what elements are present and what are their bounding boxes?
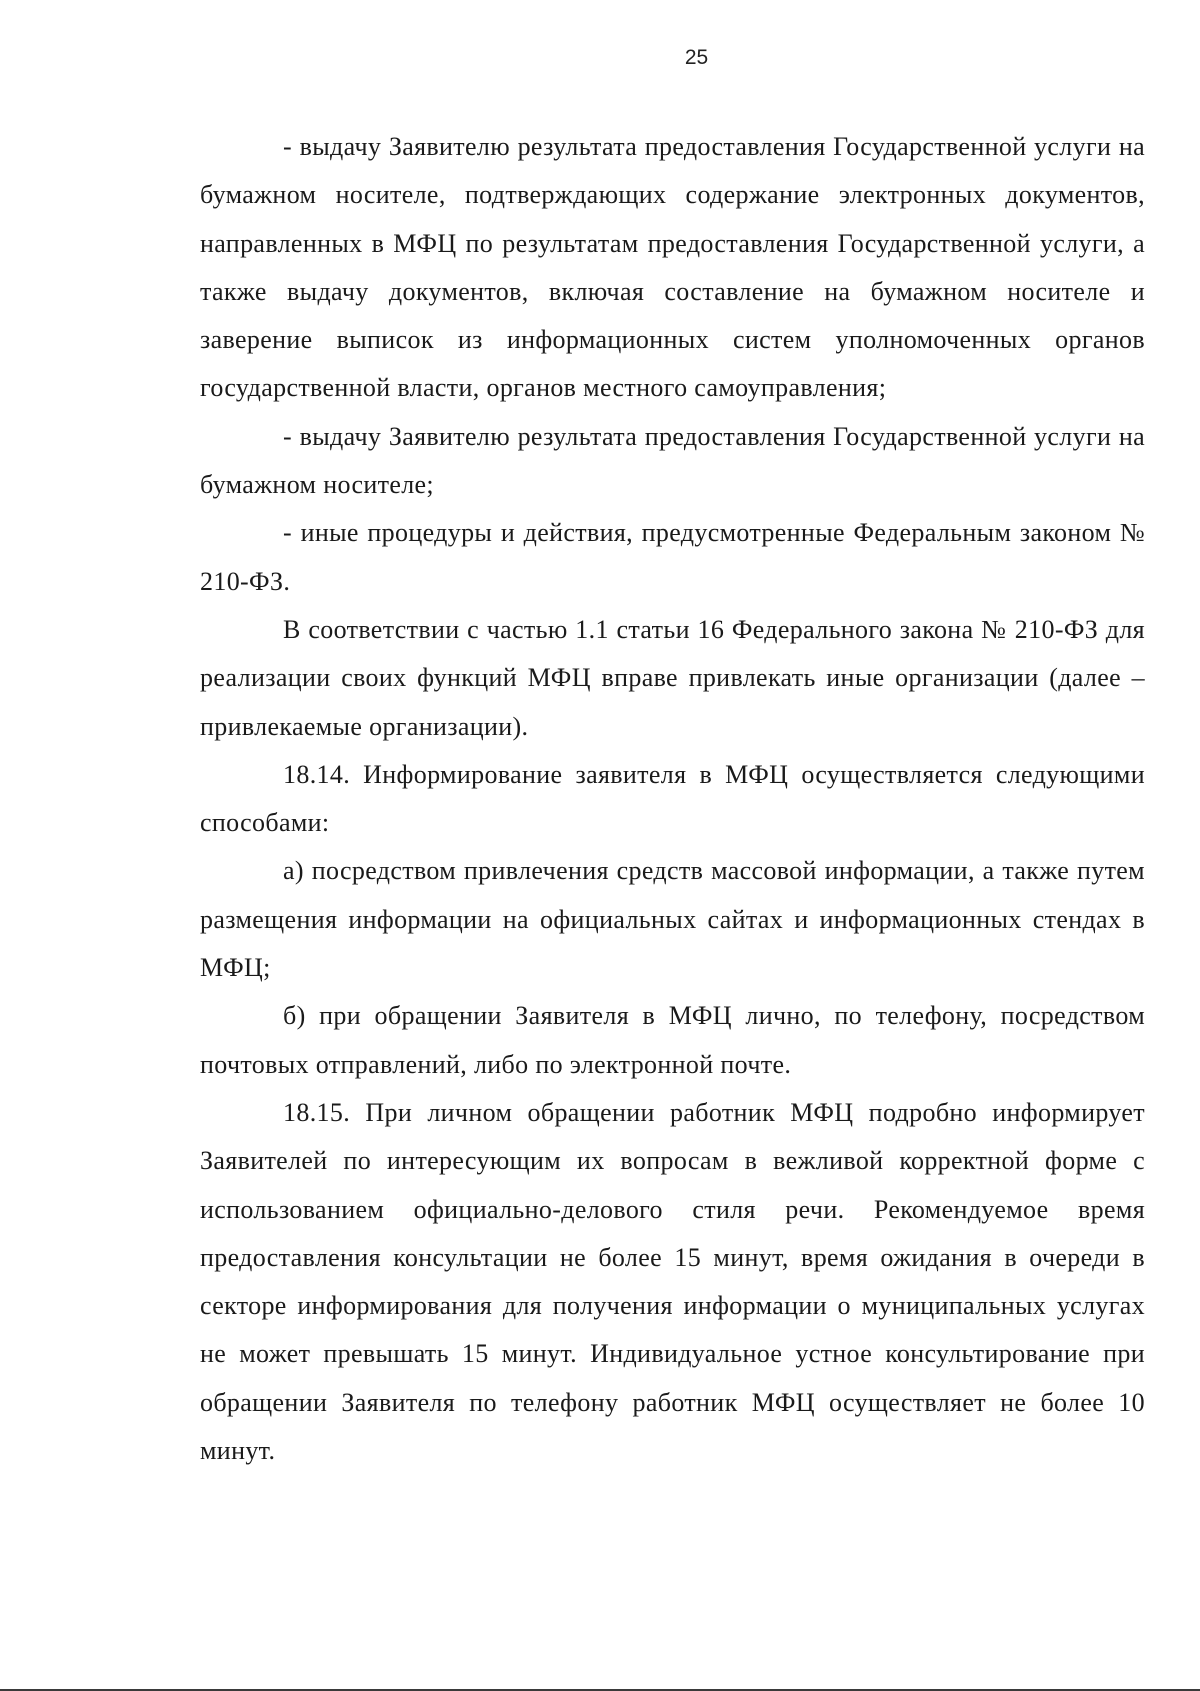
paragraph-involved-organizations: В соответствии с частью 1.1 статьи 16 Федерального закона № 210-ФЗ для реализации своих функций МФЦ вправе привлекать иные организации (далее – привлекаемые организации).: [200, 614, 1145, 741]
page-number: [0, 46, 1200, 70]
paragraph-18-15: 18.15. При личном обращении работник МФЦ подробно информирует Заявителей по интересующим их вопросам в вежливой корректной форме с использованием официально-делового стиля речи. Рекомендуемое время предоставления консультации не более 15 минут, время ожидания в очереди в секторе информирования для получения информации о муниципальных услугах не может превышать 15 минут. Индивидуальное устное консультирование при обращении Заявителя по телефону работник МФЦ осуществляет не более 10 минут.: [200, 1097, 1145, 1466]
page-number-text: 25: [684, 46, 709, 69]
document-body: [200, 123, 1145, 1475]
paragraph-issuance-result: - выдачу Заявителю результата предоставления Государственной услуги на бумажном носителе;: [200, 421, 1145, 500]
paragraph-issuance-paper-result: - выдачу Заявителю результата предоставления Государственной услуги на бумажном носителе, подтверждающих содержание электронных документов, направленных в МФЦ по результатам предоставления Государственной услуги, а также выдачу документов, включая составление на бумажном носителе и заверение выписок из информационных систем уполномоченных органов государственной власти, органов местного самоуправления;: [200, 132, 1145, 403]
paragraph-item-b: б) при обращении Заявителя в МФЦ лично, по телефону, посредством почтовых отправлений, либо по электронной почте.: [200, 1001, 1145, 1079]
paragraph-18-14: 18.14. Информирование заявителя в МФЦ осуществляется следующими способами:: [200, 759, 1145, 838]
paragraph-other-procedures: - иные процедуры и действия, предусмотренные Федеральным законом № 210-ФЗ.: [200, 518, 1145, 596]
paragraph-item-a: а) посредством привлечения средств массовой информации, а также путем размещения информации на официальных сайтах и информационных стендах в МФЦ;: [200, 856, 1145, 983]
